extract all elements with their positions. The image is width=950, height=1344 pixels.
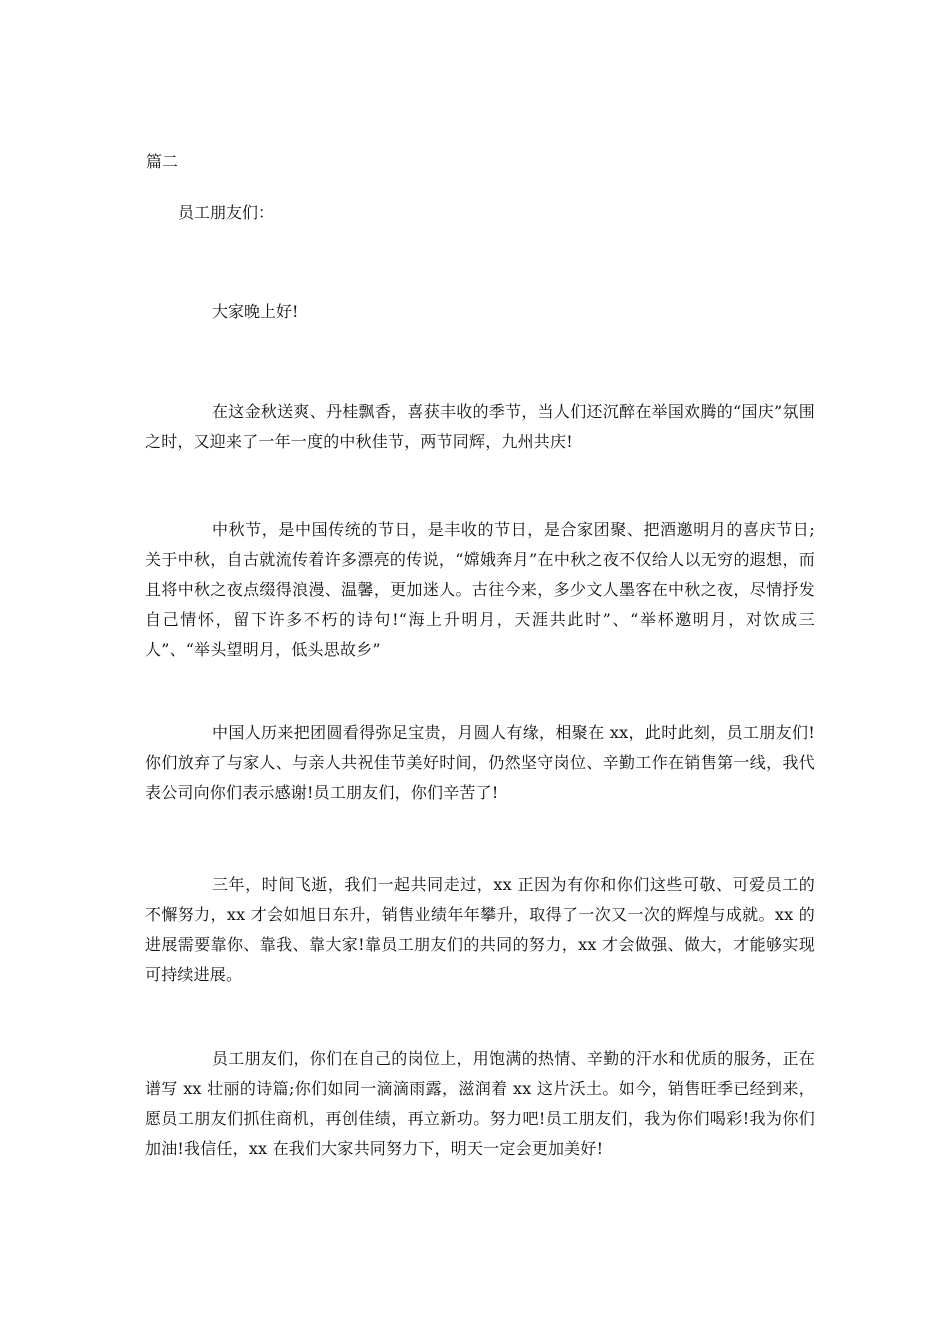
section-label: 篇二 bbox=[146, 152, 179, 171]
paragraph-2: 中秋节，是中国传统的节日，是丰收的节日，是合家团聚、把酒邀明月的喜庆节日;关于中秋，自古就流传着许多漂亮的传说，“嫦娥奔月”在中秋之夜不仅给人以无穷的遐想，而且将中秋之夜点缀得浪漫、温馨，更加迷人。古往今来，多少文人墨客在中秋之夜，尽情抒发自己情怀，留下许多不朽的诗句!“海上升明月，天涯共此时”、“举杯邀明月，对饮成三人”、“举头望明月，低头思故乡” bbox=[145, 520, 815, 659]
paragraph-1: 在这金秋送爽、丹桂飘香，喜获丰收的季节，当人们还沉醉在举国欢腾的“国庆”氛围之时，又迎来了一年一度的中秋佳节，两节同辉，九州共庆! bbox=[145, 402, 815, 451]
paragraph-3: 中国人历来把团圆看得弥足宝贵，月圆人有缘，相聚在 xx，此时此刻，员工朋友们!你们放弃了与家人、与亲人共祝佳节美好时间，仍然坚守岗位、辛勤工作在销售第一线，我代表公司向你们表示感谢!员工朋友们，你们辛苦了! bbox=[145, 723, 815, 802]
salutation: 员工朋友们： bbox=[178, 203, 275, 222]
greeting: 大家晚上好! bbox=[212, 302, 299, 321]
paragraph-5: 员工朋友们，你们在自己的岗位上，用饱满的热情、辛勤的汗水和优质的服务，正在谱写 xx 壮丽的诗篇;你们如同一滴滴雨露，滋润着 xx 这片沃土。如今，销售旺季已经到来，愿员工朋友们抓住商机，再创佳绩，再立新功。努力吧!员工朋友们，我为你们喝彩!我为你们加油!我信任，xx 在我们大家共同努力下，明天一定会更加美好! bbox=[145, 1049, 815, 1158]
paragraph-4: 三年，时间飞逝，我们一起共同走过，xx 正因为有你和你们这些可敬、可爱员工的不懈努力，xx 才会如旭日东升，销售业绩年年攀升，取得了一次又一次的辉煌与成就。xx 的进展需要靠你、靠我、靠大家!靠员工朋友们的共同的努力，xx 才会做强、做大，才能够实现可持续进展。 bbox=[145, 875, 815, 984]
